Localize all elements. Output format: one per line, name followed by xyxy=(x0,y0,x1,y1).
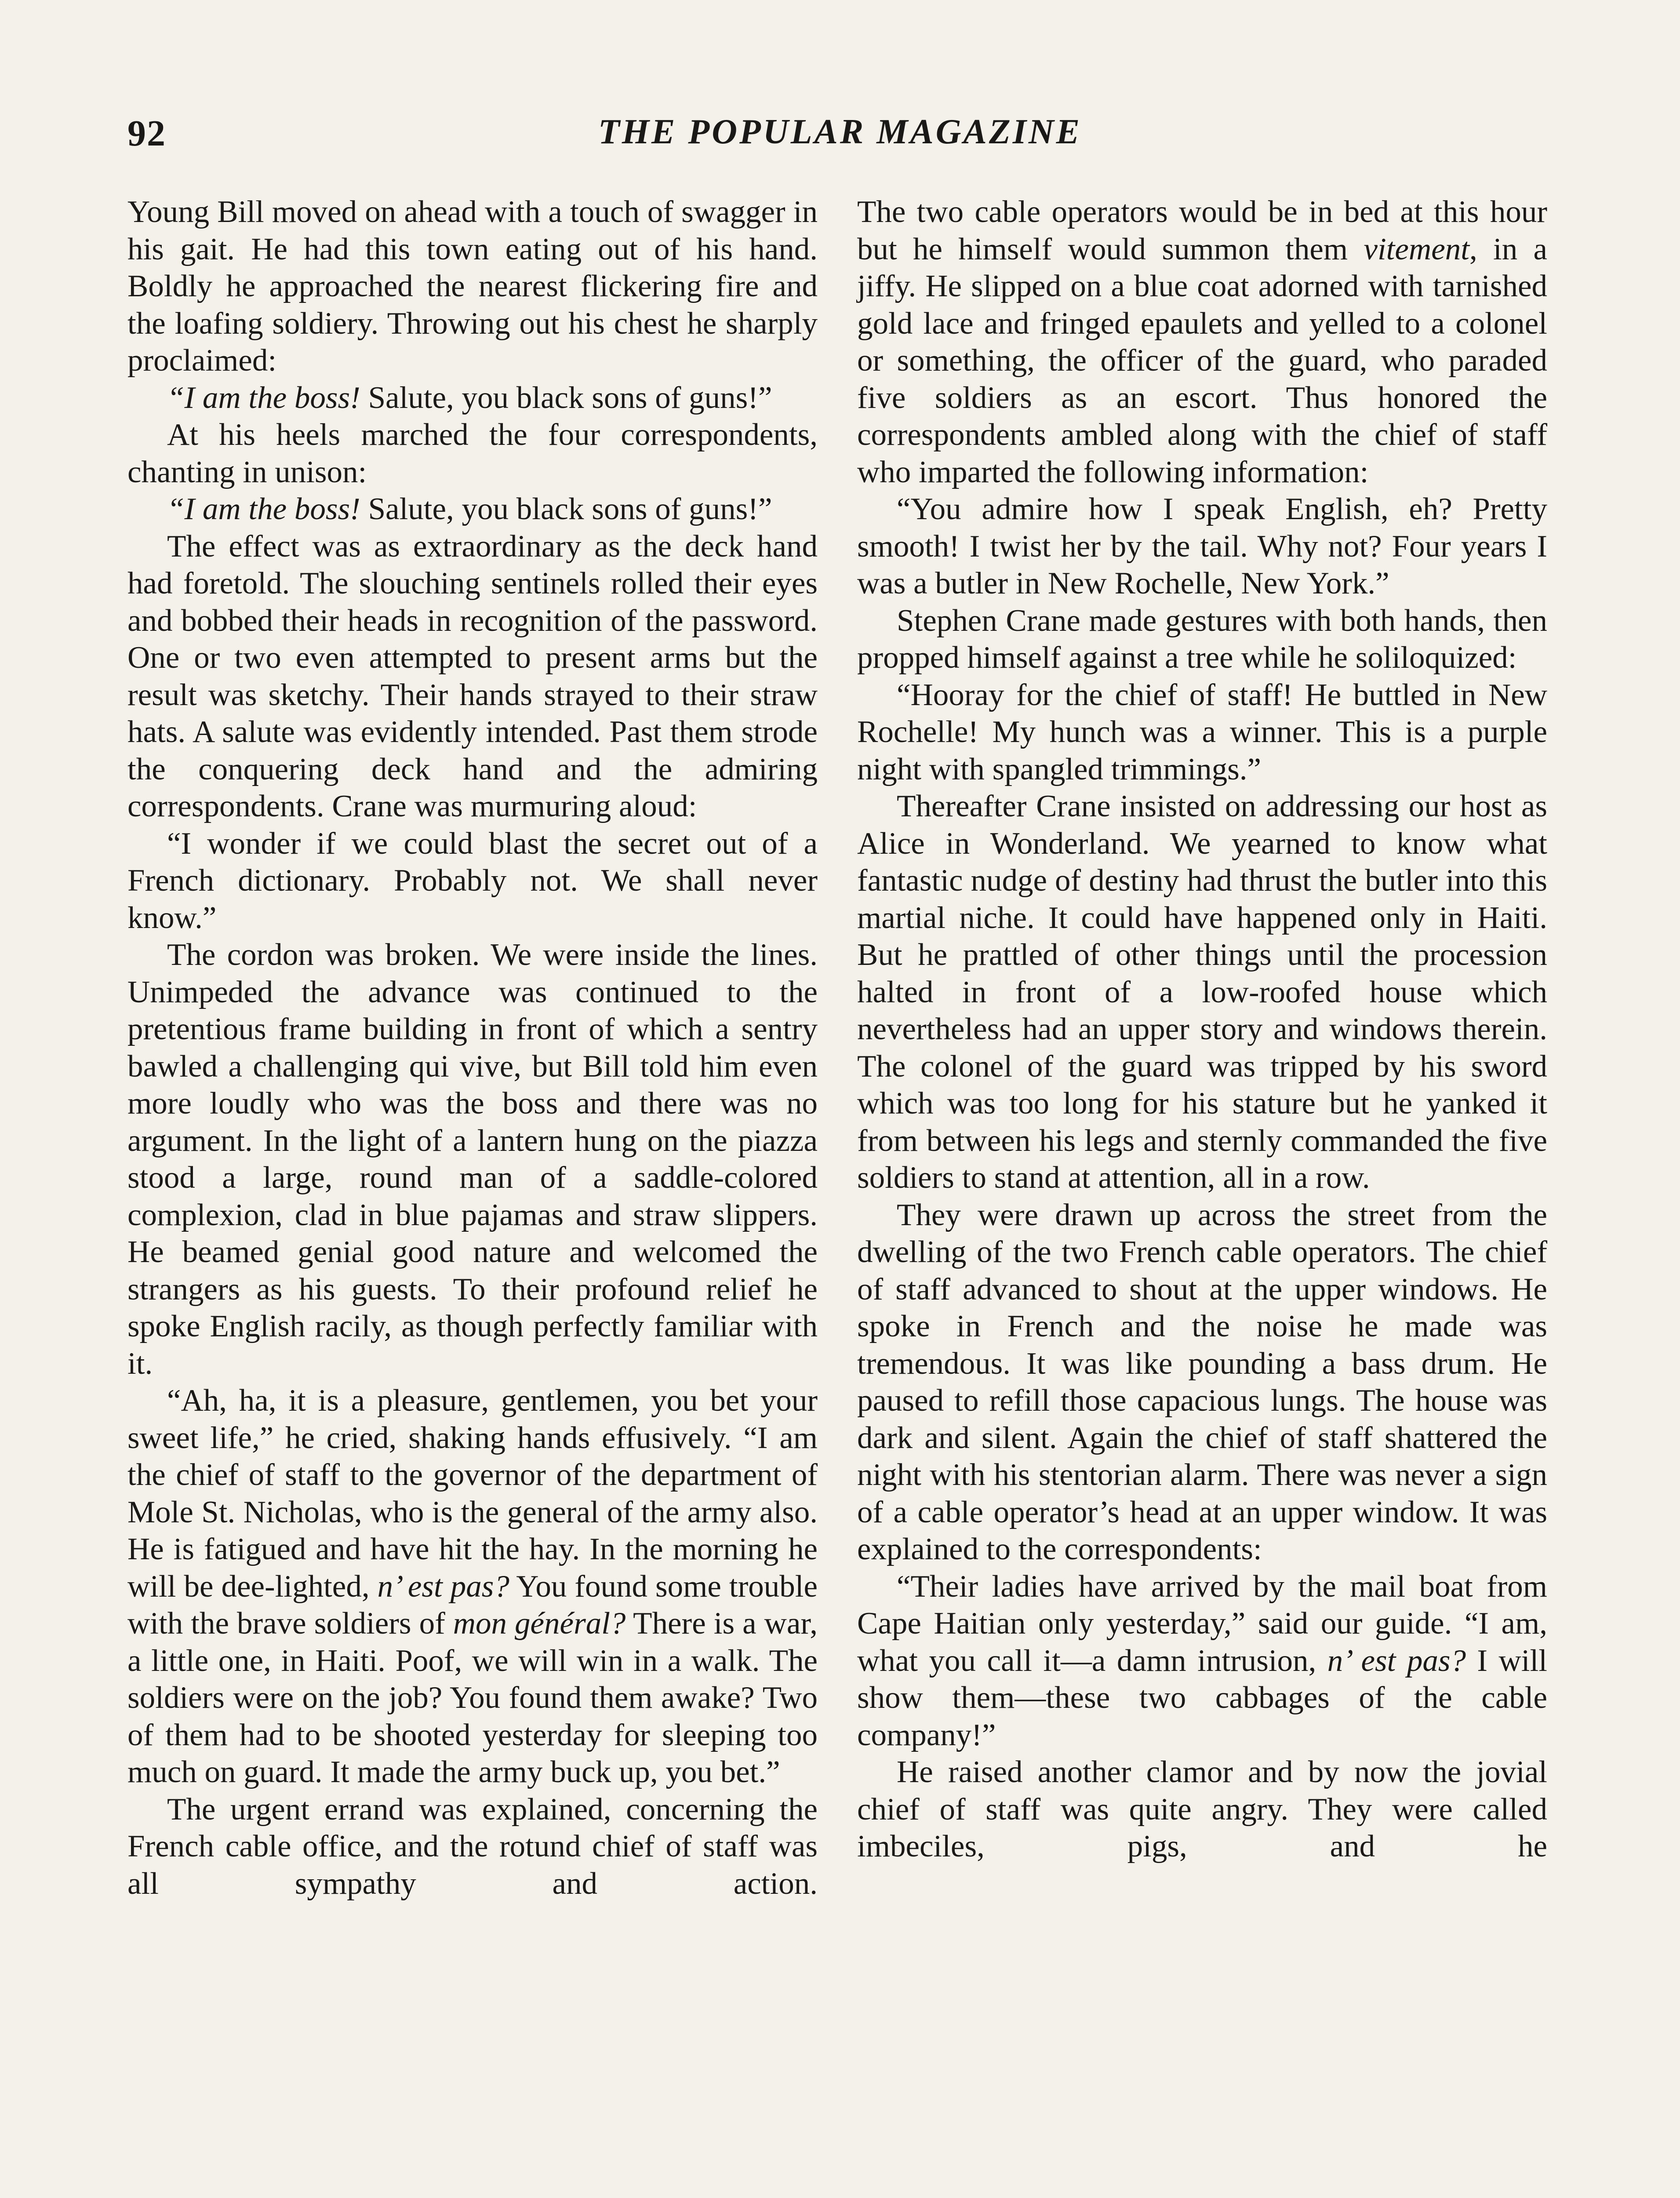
running-title: THE POPULAR MAGAZINE xyxy=(598,113,1082,151)
paragraph: The two cable operators would be in bed at this hour but he himself would summon them vitement, in a jiffy. He slipped on a blue coat adorned with tarnished gold lace and fringed epaulets and yelled to a colonel or something, the officer of the guard, who paraded five soldiers as an escort. Thus honored the correspondents ambled along with the chief of staff who imparted the following information: xyxy=(857,195,1547,489)
right-column xyxy=(857,193,1547,1865)
paragraph: “Ah, ha, it is a pleasure, gentlemen, you bet your sweet life,” he cried, shaking hands effusively. “I am the chief of staff to the governor of the department of Mole St. Nicholas, who is the general of the army also. He is fatigued and have hit the hay. In the morning he will be dee-lighted, n’ est pas? You found some trouble with the brave soldiers of mon général? There is a war, a little one, in Haiti. Poof, we will win in a walk. The soldiers were on the job? You found them awake? Two of them had to be shooted yesterday for sleeping too much on guard. It made the army buck up, you bet.” xyxy=(127,1383,818,1789)
paragraph: “I am the boss! Salute, you black sons of guns!” xyxy=(167,492,772,526)
paragraph: Stephen Crane made gestures with both hands, then propped himself against a tree while he soliloquized: xyxy=(857,603,1547,675)
page-header xyxy=(127,112,1553,160)
paragraph: “You admire how I speak English, eh? Pretty smooth! I twist her by the tail. Why not? Four years I was a butler in New Rochelle, New York.” xyxy=(857,492,1547,600)
paragraph: They were drawn up across the street from the dwelling of the two French cable operators. The chief of staff advanced to shout at the upper windows. He spoke in French and the noise he made was tremendous. It was like pounding a bass drum. He paused to refill those capacious lungs. The house was dark and silent. Again the chief of staff shattered the night with his stentorian alarm. There was never a sign of a cable operator’s head at an upper window. It was explained to the correspondents: xyxy=(857,1197,1547,1566)
paragraph: He raised another clamor and by now the jovial chief of staff was quite angry. They were called imbeciles, pigs, and he xyxy=(857,1755,1547,1863)
paragraph: “I wonder if we could blast the secret out of a French dictionary. Probably not. We shall never know.” xyxy=(127,826,818,935)
paragraph: Thereafter Crane insisted on addressing our host as Alice in Wonderland. We yearned to know what fantastic nudge of destiny had thrust the butler into this martial niche. It could have happened only in Haiti. But he prattled of other things until the procession halted in front of a low-roofed house which nevertheless had an upper story and windows therein. The colonel of the guard was tripped by his sword which was too long for his stature but he yanked it from between his legs and sternly commanded the five soldiers to stand at attention, all in a row. xyxy=(857,789,1547,1195)
paragraph: “I am the boss! Salute, you black sons of guns!” xyxy=(167,380,772,415)
paragraph: “Their ladies have arrived by the mail boat from Cape Haitian only yesterday,” said our guide. “I am, what you call it—a damn intrusion, n’ est pas? I will show them—these two cabbages of the cable company!” xyxy=(857,1569,1547,1752)
paragraph: The urgent errand was explained, concerning the French cable office, and the rotund chief of staff was all sympathy and action. xyxy=(127,1792,818,1901)
left-column xyxy=(127,193,818,1902)
paragraph: The effect was as extraordinary as the deck hand had foretold. The slouching sentinels rolled their eyes and bobbed their heads in recognition of the password. One or two even attempted to present arms but the result was sketchy. Their hands strayed to their straw hats. A salute was evidently intended. Past them strode the conquering deck hand and the admiring correspondents. Crane was murmuring aloud: xyxy=(127,529,818,823)
page-number: 92 xyxy=(127,113,166,154)
paragraph: Young Bill moved on ahead with a touch of swagger in his gait. He had this town eating out of his hand. Boldly he approached the nearest flickering fire and the loafing soldiery. Throwing out his chest he sharply proclaimed: xyxy=(127,195,818,378)
paragraph: The cordon was broken. We were inside the lines. Unimpeded the advance was continued to the pretentious frame building in front of which a sentry bawled a challenging qui vive, but Bill told him even more loudly who was the boss and there was no argument. In the light of a lantern hung on the piazza stood a large, round man of a saddle-colored complexion, clad in blue pajamas and straw slippers. He beamed genial good nature and welcomed the strangers as his guests. To their profound relief he spoke English racily, as though perfectly familiar with it. xyxy=(127,938,818,1381)
paragraph: “Hooray for the chief of staff! He buttled in New Rochelle! My hunch was a winner. This is a purple night with spangled trimmings.” xyxy=(857,677,1547,786)
paragraph: At his heels marched the four correspondents, chanting in unison: xyxy=(127,418,818,489)
